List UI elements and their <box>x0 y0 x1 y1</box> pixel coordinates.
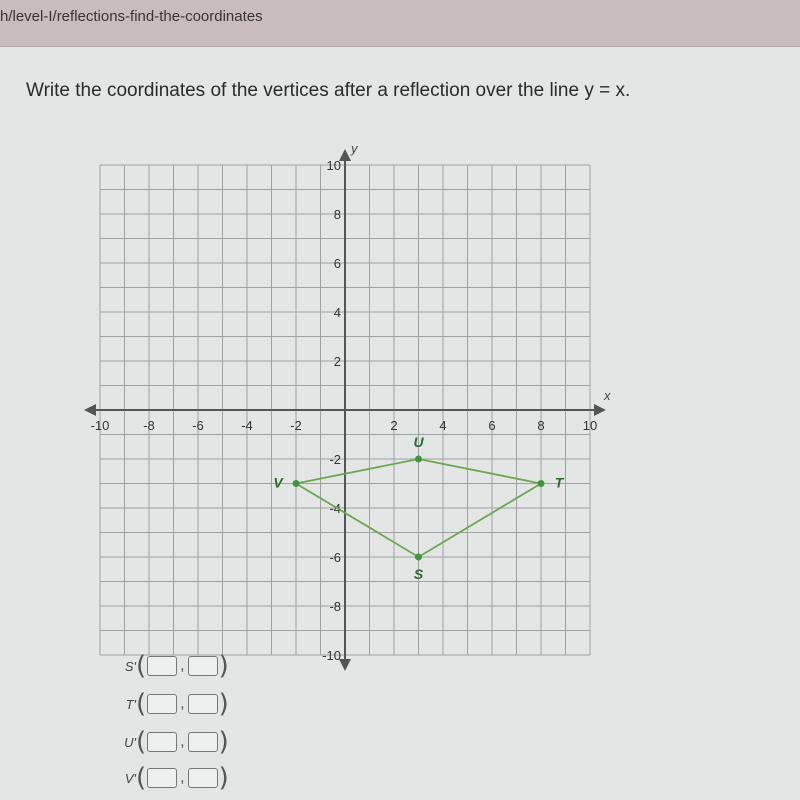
x-axis-arrow-right <box>594 404 606 416</box>
y-coordinate-input[interactable] <box>188 732 218 752</box>
y-coordinate-input[interactable] <box>188 656 218 676</box>
comma: , <box>180 657 185 674</box>
open-paren: ( <box>136 727 147 757</box>
close-paren: ) <box>218 727 229 757</box>
y-tick-label: 6 <box>333 256 341 271</box>
x-axis-arrow-left <box>84 404 96 416</box>
x-axis-label: x <box>604 388 611 403</box>
vertex-point <box>538 480 545 487</box>
answer-label: T' <box>125 696 136 712</box>
y-tick-label: 4 <box>333 305 341 320</box>
close-paren: ) <box>218 651 229 681</box>
answer-row-v <box>118 763 229 793</box>
open-paren: ( <box>136 763 147 793</box>
vertex-label: S <box>413 566 424 582</box>
url-text: h/level-I/reflections-find-the-coordinates <box>0 8 263 25</box>
answer-row-u <box>118 727 229 757</box>
answer-row-s <box>118 651 229 681</box>
x-tick-label: 2 <box>390 418 398 433</box>
comma: , <box>180 733 185 750</box>
x-coordinate-input[interactable] <box>147 656 177 676</box>
y-coordinate-input[interactable] <box>188 768 218 788</box>
open-paren: ( <box>136 689 147 719</box>
comma: , <box>180 769 185 786</box>
x-tick-label: -8 <box>143 418 155 433</box>
y-tick-label: -6 <box>329 550 341 565</box>
x-coordinate-input[interactable] <box>147 732 177 752</box>
vertex-point <box>293 480 300 487</box>
open-paren: ( <box>136 651 147 681</box>
vertex-label: T <box>554 474 564 491</box>
y-tick-label: -2 <box>329 452 341 467</box>
close-paren: ) <box>218 689 229 719</box>
question-prompt: Write the coordinates of the vertices after a reflection over the line y = x. <box>26 80 631 101</box>
answer-label: S' <box>124 658 136 674</box>
vertex-label: V <box>273 474 283 491</box>
x-tick-label: -10 <box>90 418 110 433</box>
answer-label: U' <box>124 734 136 750</box>
y-coordinate-input[interactable] <box>188 694 218 714</box>
vertex-point <box>415 456 422 463</box>
y-tick-label: -10 <box>322 648 341 663</box>
x-tick-label: -2 <box>290 418 302 433</box>
answer-row-t <box>118 689 229 719</box>
x-tick-label: -4 <box>241 418 253 433</box>
x-tick-label: 8 <box>537 418 545 433</box>
vertex-point <box>415 554 422 561</box>
x-tick-label: 6 <box>488 418 496 433</box>
comma: , <box>180 695 185 712</box>
y-tick-label: 8 <box>333 207 341 222</box>
x-coordinate-input[interactable] <box>147 694 177 714</box>
answer-label: V' <box>124 770 136 786</box>
y-tick-label: 10 <box>326 158 341 173</box>
y-tick-label: -8 <box>329 599 341 614</box>
x-coordinate-input[interactable] <box>147 768 177 788</box>
y-axis-label: y <box>351 141 358 156</box>
x-tick-label: 10 <box>582 418 598 433</box>
y-tick-label: 2 <box>333 354 341 369</box>
x-tick-label: -6 <box>192 418 204 433</box>
x-tick-label: 4 <box>439 418 447 433</box>
vertex-label: U <box>413 434 424 450</box>
close-paren: ) <box>218 763 229 793</box>
y-tick-label: -4 <box>329 501 341 516</box>
